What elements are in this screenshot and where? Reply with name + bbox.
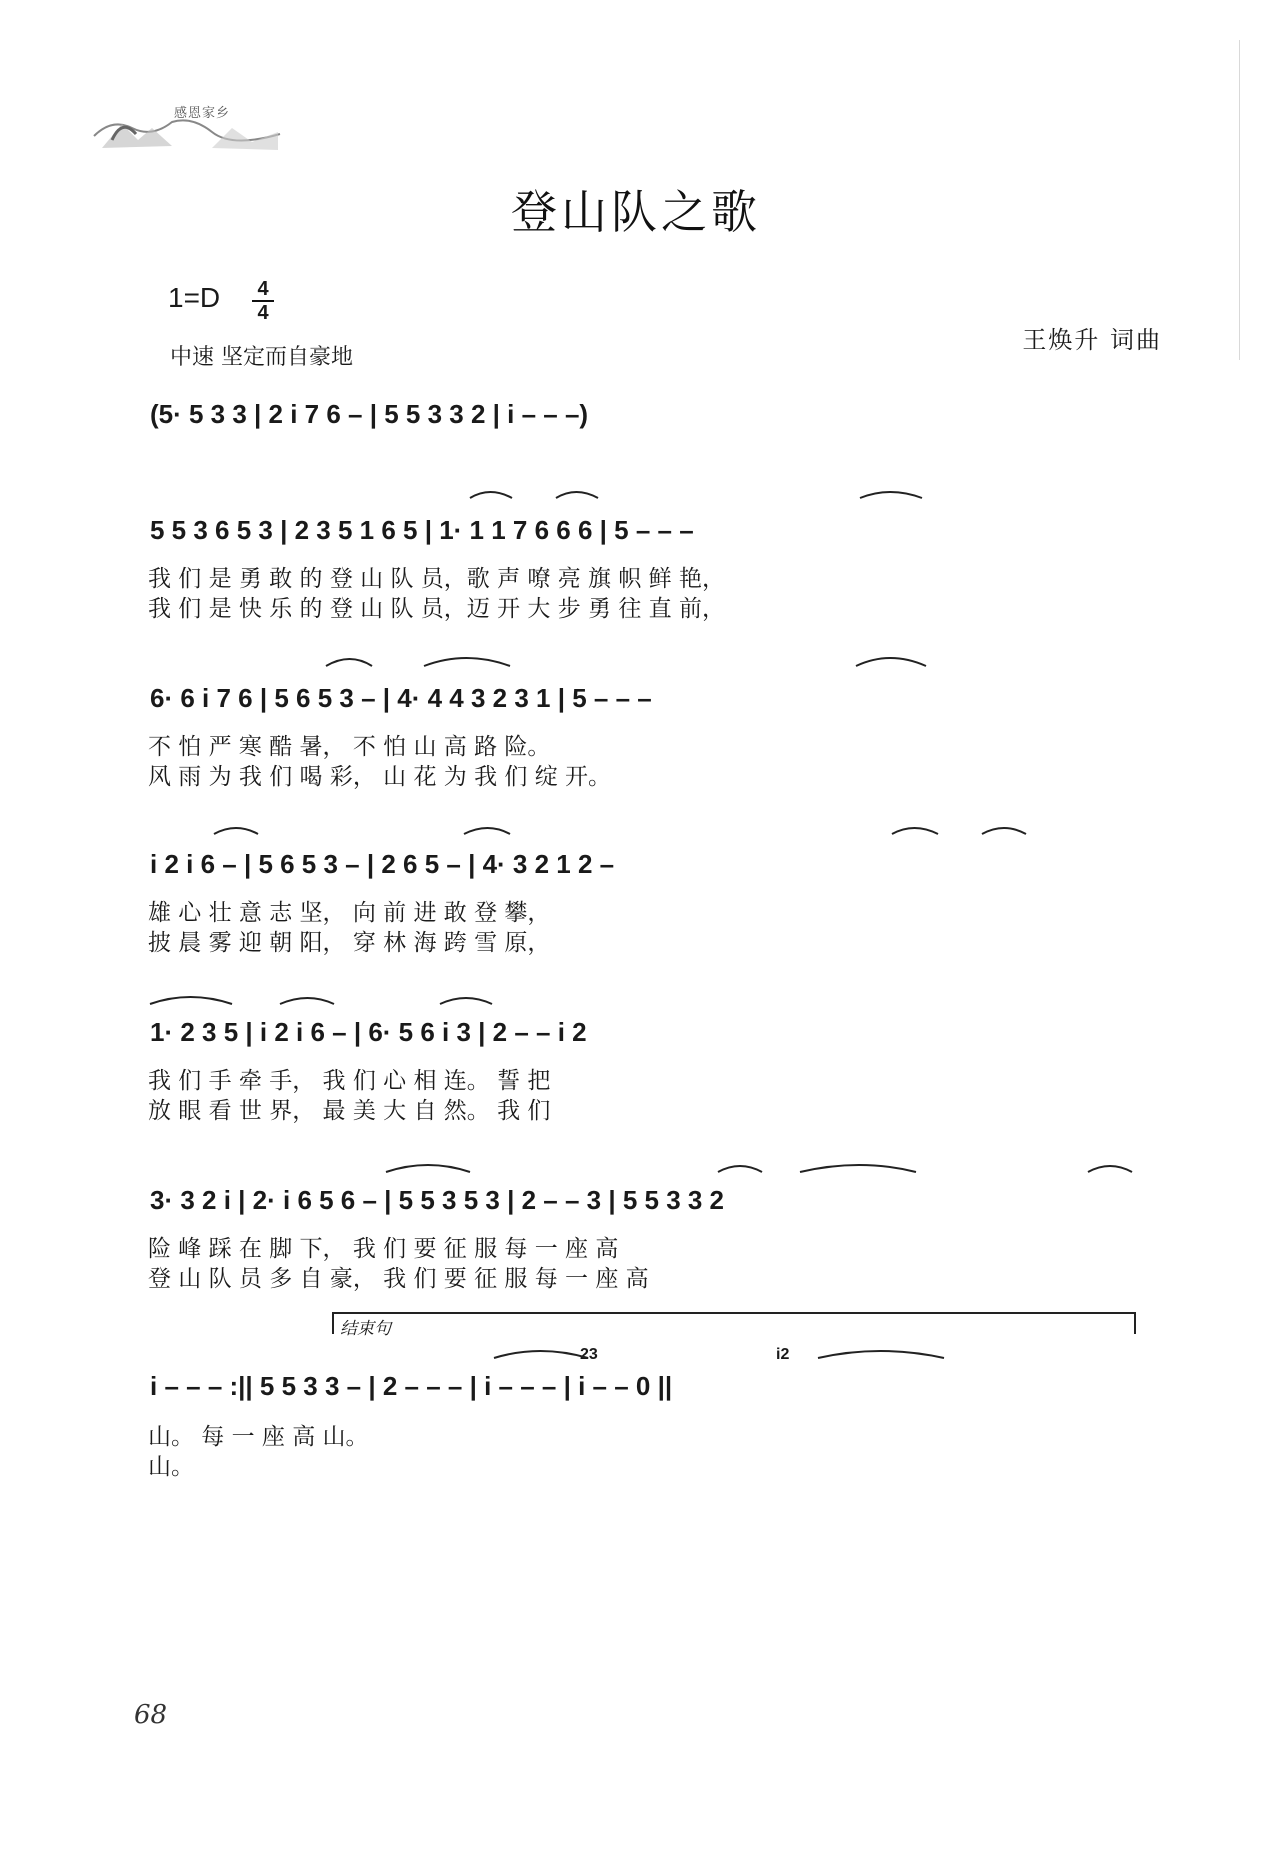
tempo-marking: 中速 坚定而自豪地 [170,345,353,370]
lyric-verse-2: 我 们 是 快 乐 的 登 山 队 员，迈 开 大 步 勇 往 直 前， [148,596,725,622]
time-signature [250,278,276,324]
song-title: 登山队之歌 [511,185,761,239]
page-number: 68 [134,1700,168,1730]
notes-line: i – – – :|| 5 5 3 3 – | 2 – – – | i – – – | i – – 0 || [150,1371,673,1401]
notes-line: 1· 2 3 5 | i 2 i 6 – | 6· 5 6 i 3 | 2 – – i 2 [150,1017,587,1047]
lyric-verse-2: 放 眼 看 世 界， 最 美 大 自 然。 我 们 [148,1098,551,1124]
time-top: 4 [257,278,269,300]
notes-line: (5· 5 3 3 | 2 i 7 6 – | 5 5 3 3 2 | i – – –) [150,399,589,429]
lyric-verse-2: 披 晨 雾 迎 朝 阳， 穿 林 海 跨 雪 原， [148,930,551,956]
ending-label: 结束句 [340,1319,391,1339]
time-bottom: 4 [257,302,269,324]
lyric-verse-2: 登 山 队 员 多 自 豪， 我 们 要 征 服 每 一 座 高 [148,1266,649,1292]
lyric-verse-2: 风 雨 为 我 们 喝 彩， 山 花 为 我 们 绽 开。 [148,764,612,790]
author-credit: 王焕升 词曲 [1022,326,1162,354]
lyric-verse-1: 我 们 手 牵 手， 我 们 心 相 连。 誓 把 [148,1068,551,1094]
lyric-verse-2: 山。 [148,1454,194,1480]
key-signature: 1=D [168,282,221,313]
grace-note-2: i2 [776,1346,790,1363]
notes-line: 6· 6 i 7 6 | 5 6 5 3 – | 4· 4 4 3 2 3 1 | 5 – – – [150,683,652,713]
lyric-verse-1: 不 怕 严 寒 酷 暑， 不 怕 山 高 路 险。 [148,734,551,760]
grace-note-1: 23 [580,1346,598,1363]
lyric-verse-1: 险 峰 踩 在 脚 下， 我 们 要 征 服 每 一 座 高 [148,1236,619,1262]
series-label: 感恩家乡 [174,106,231,121]
lyric-verse-1: 山。 每 一 座 高 山。 [148,1424,369,1450]
notes-line: i 2 i 6 – | 5 6 5 3 – | 2 6 5 – | 4· 3 2 1 2 – [150,849,615,879]
notes-line: 3· 3 2 i | 2· i 6 5 6 – | 5 5 3 5 3 | 2 – – 3 | 5 5 3 3 2 [150,1185,725,1215]
lyric-verse-1: 我 们 是 勇 敢 的 登 山 队 员，歌 声 嘹 亮 旗 帜 鲜 艳， [148,566,725,592]
ending-bracket [332,1312,1136,1334]
lyric-verse-1: 雄 心 壮 意 志 坚， 向 前 进 敢 登 攀， [148,900,551,926]
series-logo [92,88,282,168]
mountain-logo-icon [92,88,282,168]
notes-line: 5 5 3 6 5 3 | 2 3 5 1 6 5 | 1· 1 1 7 6 6 6 | 5 – – – [150,515,694,545]
